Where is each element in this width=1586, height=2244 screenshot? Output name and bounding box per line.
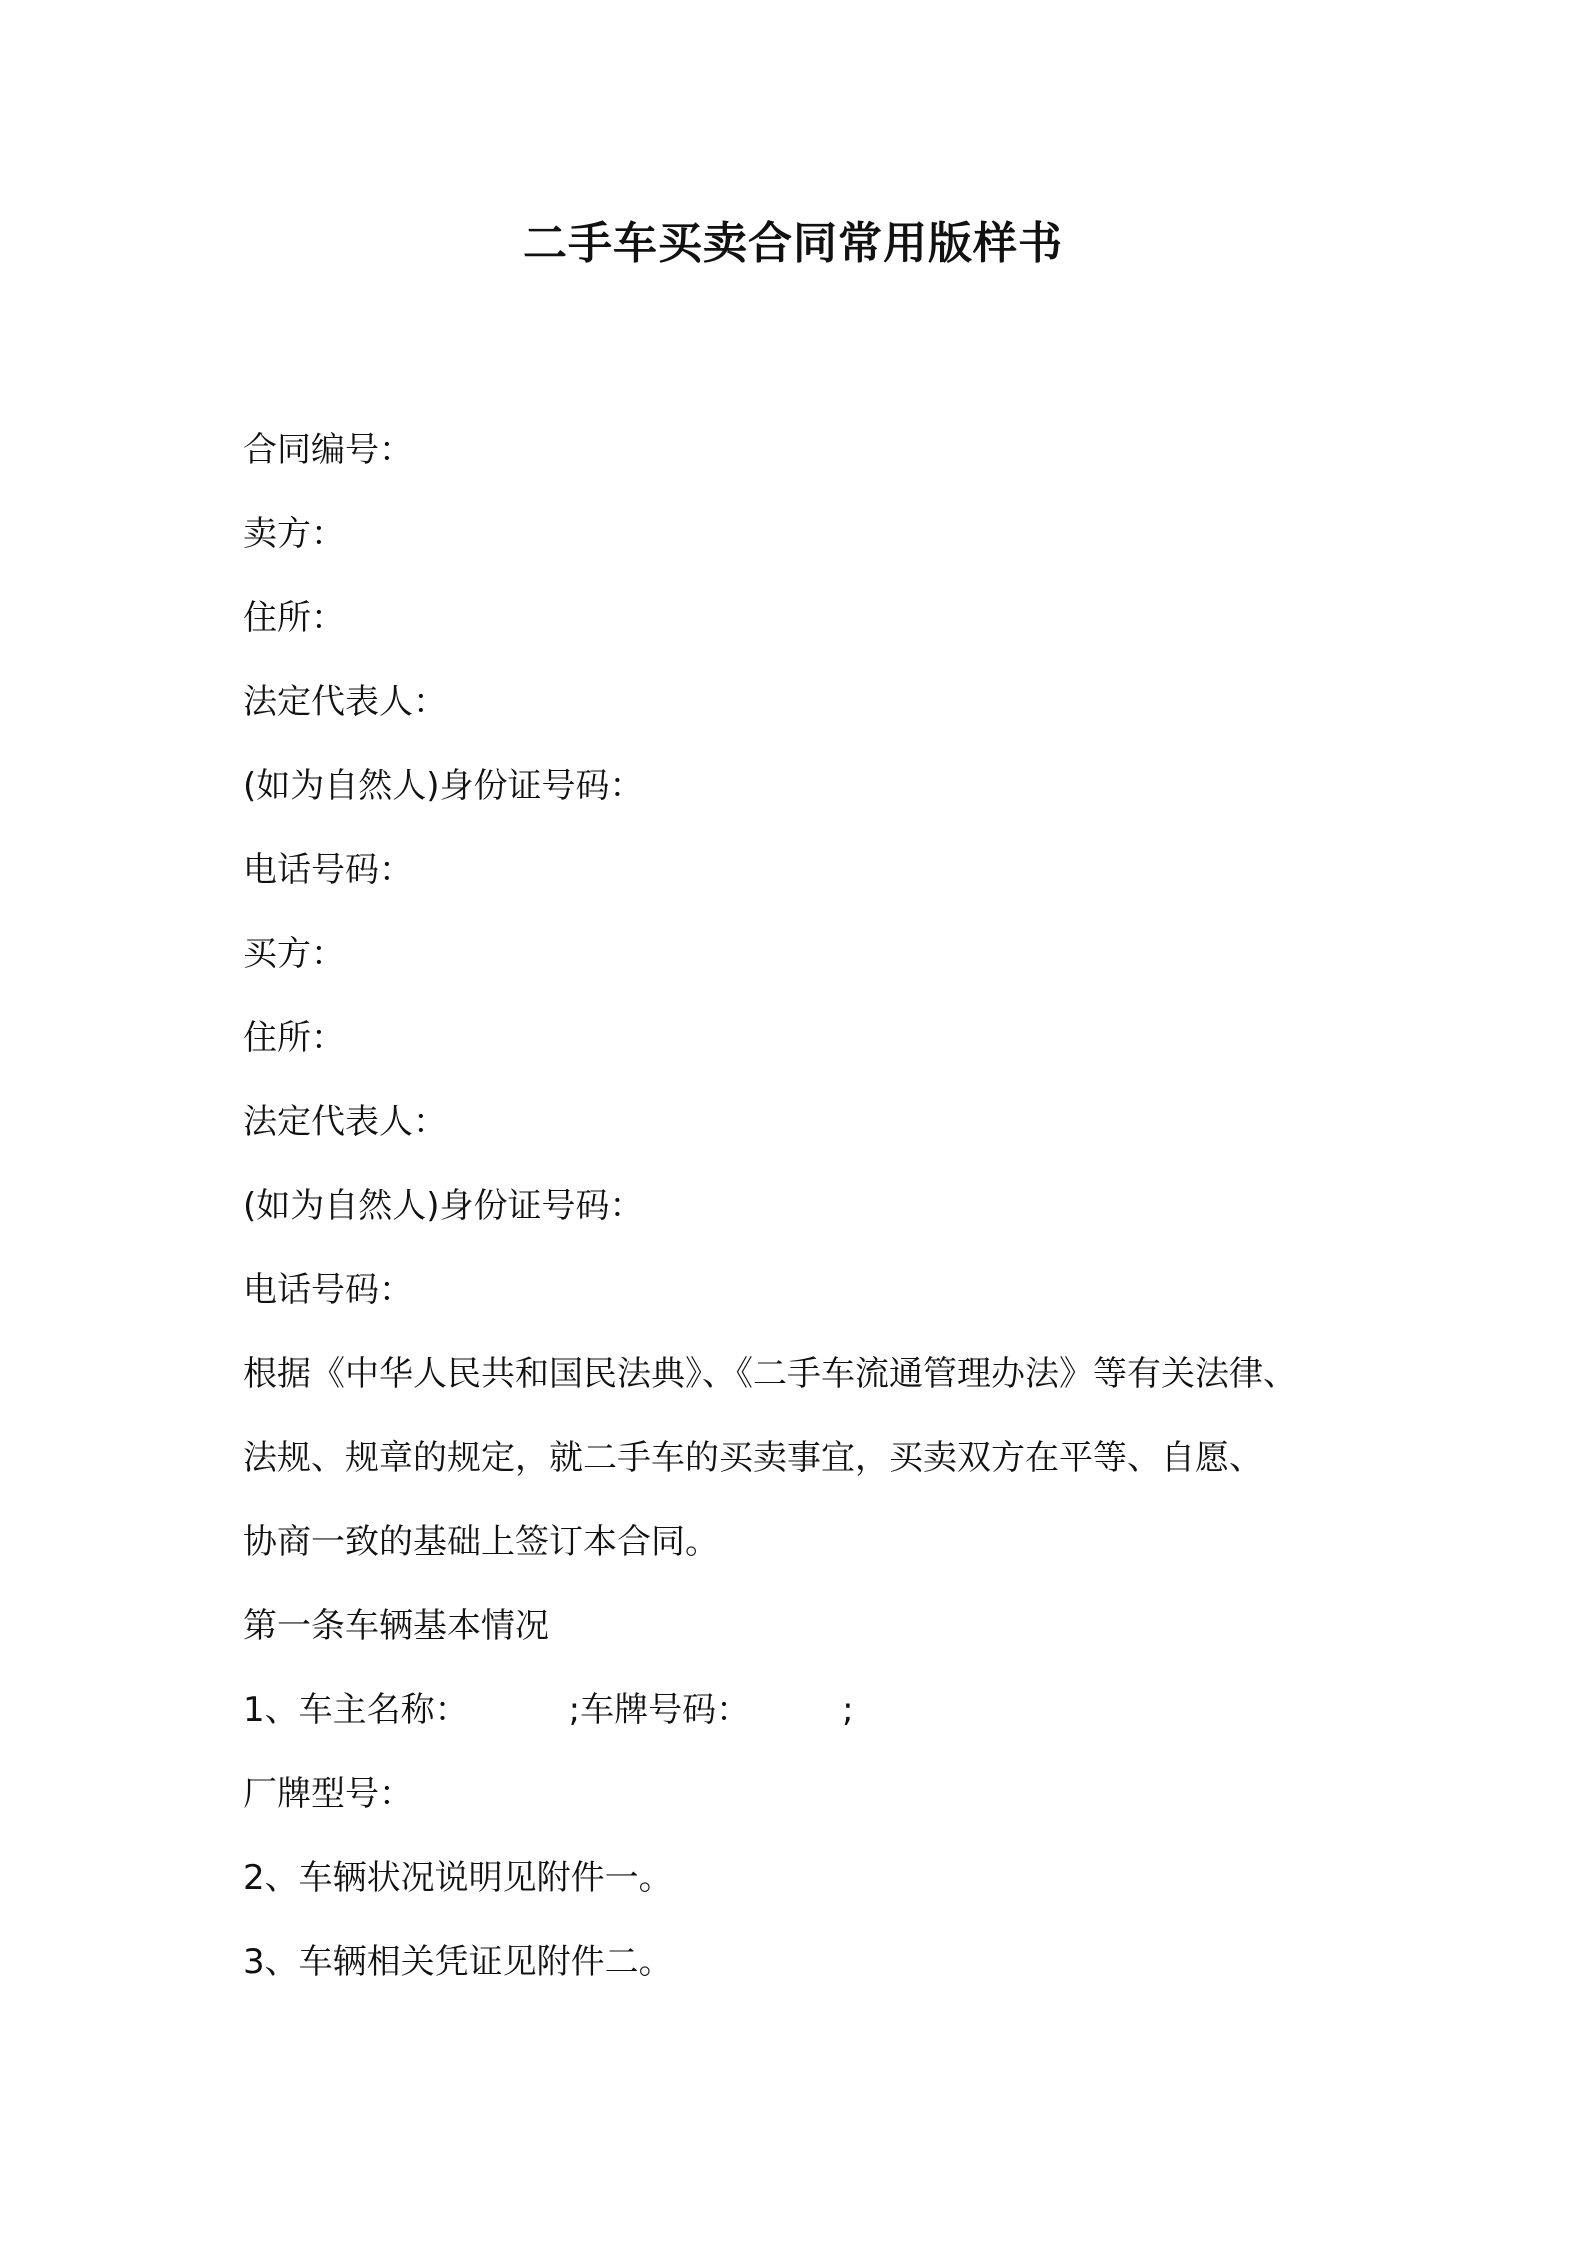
field-buyer-id-number: (如为自然人)身份证号码： — [243, 1186, 644, 1226]
intro-paragraph-line-1: 根据《中华人民共和国民法典》、《二手车流通管理办法》等有关法律、 — [243, 1354, 1297, 1394]
field-seller-address: 住所： — [243, 598, 345, 638]
article-1-item-2: 2、车辆状况说明见附件一。 — [243, 1858, 673, 1898]
field-brand-model: 厂牌型号： — [243, 1774, 413, 1814]
owner-name-label: 1、车主名称： — [243, 1690, 469, 1730]
field-seller: 卖方： — [243, 514, 345, 554]
field-buyer-phone: 电话号码： — [243, 1270, 413, 1310]
document-body — [243, 408, 1373, 2004]
field-buyer-legal-rep: 法定代表人： — [243, 1102, 447, 1142]
field-buyer: 买方： — [243, 934, 345, 974]
field-seller-legal-rep: 法定代表人： — [243, 682, 447, 722]
article-1-item-3: 3、车辆相关凭证见附件二。 — [243, 1942, 673, 1982]
document-title: 二手车买卖合同常用版样书 — [523, 218, 1063, 269]
intro-paragraph-line-3: 协商一致的基础上签订本合同。 — [243, 1522, 719, 1562]
field-contract-number: 合同编号： — [243, 430, 413, 470]
field-buyer-address: 住所： — [243, 1018, 345, 1058]
article-1-item-1 — [243, 1668, 1373, 1752]
plate-number-label: ;车牌号码： — [568, 1690, 751, 1730]
field-seller-phone: 电话号码： — [243, 850, 413, 890]
item-1-terminator: ; — [842, 1690, 854, 1730]
intro-paragraph-line-2: 法规、规章的规定，就二手车的买卖事宜，买卖双方在平等、自愿、 — [243, 1438, 1263, 1478]
article-1-heading: 第一条车辆基本情况 — [243, 1606, 549, 1646]
field-seller-id-number: (如为自然人)身份证号码： — [243, 766, 644, 806]
